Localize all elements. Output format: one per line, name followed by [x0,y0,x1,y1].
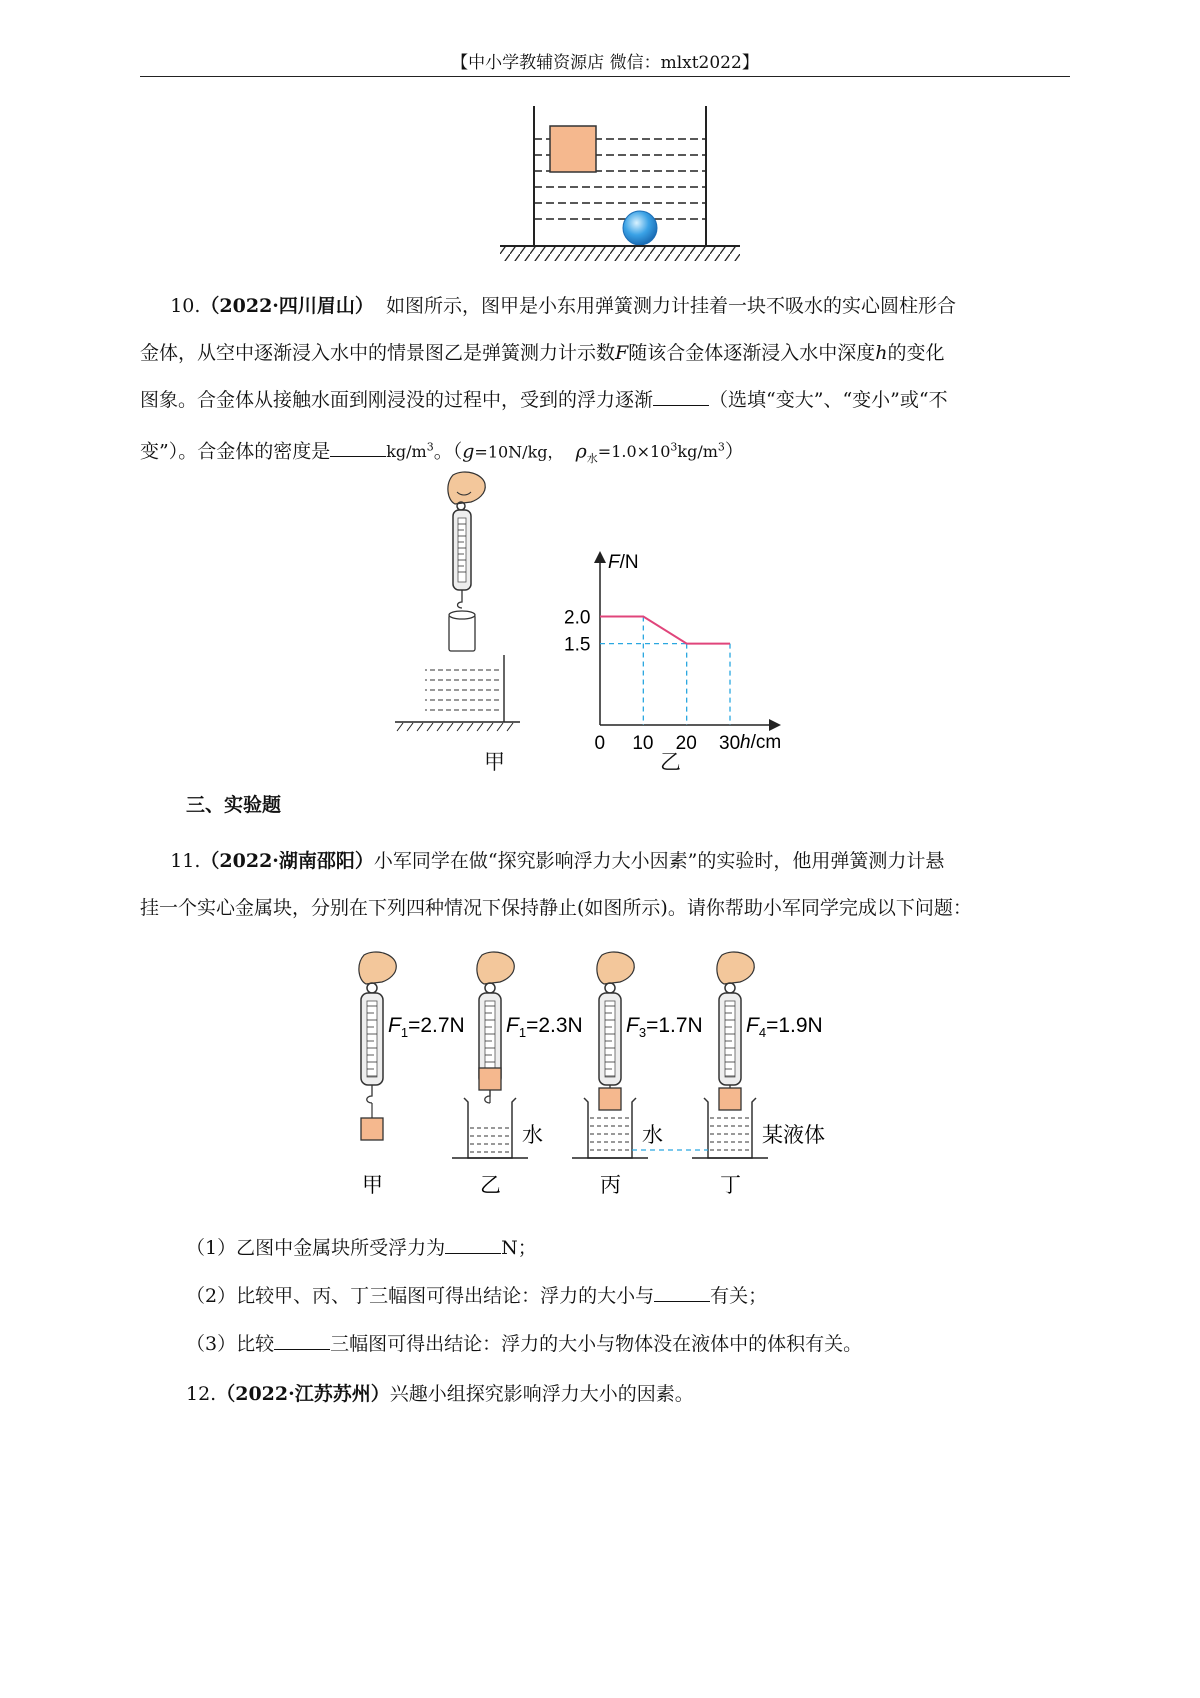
fig10-label-yi: 乙 [660,750,681,774]
fig10-chart [540,545,840,755]
ring-icon [367,983,377,993]
force-label: $F_4=1.9N$ [746,1014,823,1040]
x-tick-label: 10 [632,733,654,754]
setup-label: 乙 [480,1174,501,1195]
hand-icon [477,952,514,984]
answer-blank [654,1301,710,1302]
question-10: 10.（2022·四川眉山） 如图所示，图甲是小东用弹簧测力计挂着一块不吸水的实心圆柱形合 金体，从空中逐渐浸入水中的情景图乙是弹簧测力计示数F随该合金体逐渐浸入水中深度h的变化 图象。合金体从接触水面到刚浸没的过程中，受到的浮力逐渐 （选填“变大”、“变小”或“不 变”）。合金体的密度是 $kg/m^3$。（g=10N/kg， $\rho_水=1.0\times 10^3kg/m^3$） [140,295,957,466]
setup-label: 丁 [720,1174,741,1195]
y-tick-label: 1.5 [564,634,591,656]
answer-blank [653,405,709,406]
hand-icon [597,952,634,984]
question-11: 11.（2022·湖南邵阳）小军同学在做“探究影响浮力大小因素”的实验时，他用弹簧测力计悬 挂一个实心金属块，分别在下列四种情况下保持静止(如图所示)。请你帮助小军同学完成以下问题： [140,850,972,919]
scale-setup-3 [572,952,703,1195]
x-tick-label: 30 [719,733,741,754]
answer-blank [330,456,386,457]
section-title: 三、实验题 [186,794,282,816]
hand-icon [359,952,396,984]
force-label: $F_3=1.7N$ [626,1014,703,1040]
liquid-label: 某液体 [762,1124,825,1147]
x-axis-label: h/cm [740,732,782,753]
water-label: 水 [522,1124,543,1147]
metal-block [479,1068,501,1090]
page-header: 【中小学教辅资源店 微信：mlxt2022】 [451,53,759,73]
setup-label: 甲 [362,1174,383,1195]
ring-icon [725,983,735,993]
series-line [600,616,730,643]
ring-icon [605,983,615,993]
q11-sub1: （1）乙图中金属块所受浮力为 N； [186,1237,537,1259]
alloy-cylinder [449,615,475,651]
scale-setup-1 [359,952,465,1195]
metal-block [719,1088,741,1110]
top-figure-container [490,100,770,275]
fig10-label-jia: 甲 [484,750,505,774]
metal-block [599,1088,621,1110]
water-label: 水 [642,1124,663,1147]
x-tick-label: 20 [675,733,697,754]
setup-label: 丙 [600,1174,621,1195]
scale-setup-2 [452,952,583,1195]
answer-blank [445,1253,501,1254]
hand-icon [717,952,754,984]
sunk-ball [623,211,657,245]
fig11-diagram [340,950,940,1195]
floating-block [550,126,596,172]
ring-icon [485,983,495,993]
ground-hatch [500,247,740,261]
hand-icon [448,472,485,504]
scale-setup-4 [692,952,823,1195]
question-12: 12.（2022·江苏苏州）兴趣小组探究影响浮力大小的因素。 [186,1383,694,1405]
force-label: $F_1=2.3N$ [506,1014,583,1040]
q11-sub2: （2）比较甲、丙、丁三幅图可得出结论：浮力的大小与 有关； [186,1285,768,1307]
metal-block [361,1118,383,1140]
q11-sub3: （3）比较 三幅图可得出结论：浮力的大小与物体没在液体中的体积有关。 [186,1333,863,1355]
y-tick-label: 2.0 [564,607,591,629]
y-axis-label: F/N [608,552,639,573]
fig10-ground [395,718,525,738]
force-label: $F_1=2.7N$ [388,1014,465,1040]
answer-blank [274,1349,330,1350]
x-tick-label: 0 [594,733,606,754]
header-rule [140,76,1070,77]
